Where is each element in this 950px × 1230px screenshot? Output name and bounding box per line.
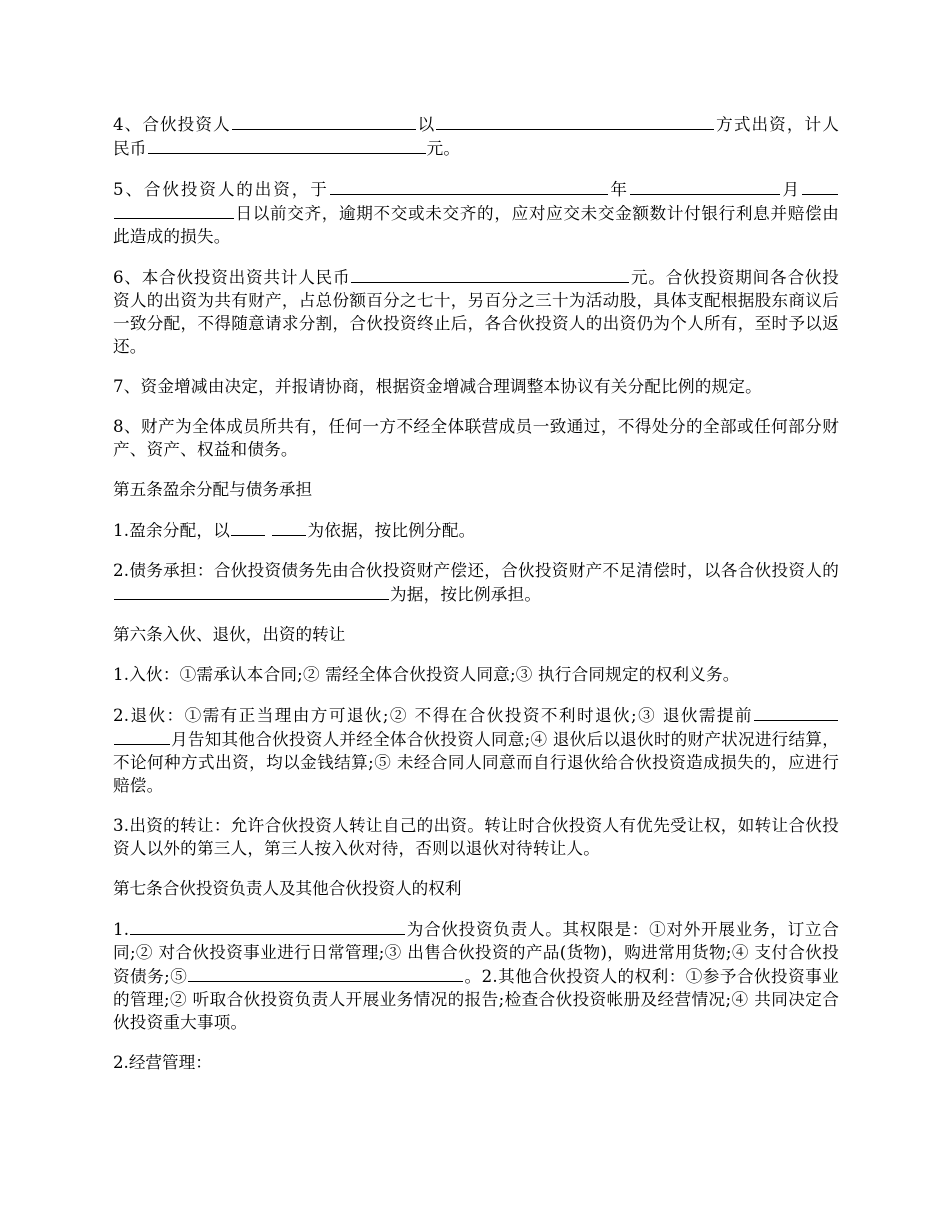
clause-4 xyxy=(113,112,839,160)
clause-5 xyxy=(113,177,839,248)
blank-investor-name[interactable] xyxy=(232,112,416,130)
blank-notice-months-1[interactable] xyxy=(754,703,838,721)
article-7-item-1-text-c: 。2.其他合伙投资人的权利：①参予合伙投资事业的管理;② 听取合伙投资负责人开展业务情况的报告;检查合伙投资帐册及经营情况;④ 共同决定合伙投资重大事项。 xyxy=(113,967,840,1032)
clause-4-text-c: 方式出资，计人民币 xyxy=(113,115,839,158)
blank-month[interactable] xyxy=(630,177,780,195)
article-6-item-2-text-a: 2.退伙：①需有正当理由方可退伙;② 不得在合伙投资不利时退伙;③ 退伙需提前 xyxy=(113,706,753,725)
blank-contribution-method[interactable] xyxy=(436,112,714,130)
clause-8: 8、财产为全体成员所共有，任何一方不经全体联营成员一致通过，不得处分的全部或任何部分财产、资产、权益和债务。 xyxy=(113,417,839,459)
clause-5-text-d: 日以前交齐，逾期不交或未交齐的，应对应交未交金额数计付银行利息并赔偿由此造成的损失。 xyxy=(113,204,839,246)
blank-notice-months-2[interactable] xyxy=(114,727,170,745)
article-6-item-3: 3.出资的转让：允许合伙投资人转让自己的出资。转让时合伙投资人有优先受让权，如转让合伙投资人以外的第三人，第三人按入伙对待，否则以退伙对待转让人。 xyxy=(113,816,839,858)
clause-5-text-c: 月 xyxy=(780,180,802,199)
article-5-item-1-text-a: 1.盈余分配，以 xyxy=(113,521,230,540)
article-5-item-2-text-a: 2.债务承担：合伙投资债务先由合伙投资财产偿还，合伙投资财产不足清偿时，以各合伙投资人的 xyxy=(113,561,839,580)
article-5-item-1 xyxy=(113,518,839,542)
clause-6-text-b: 元。合伙投资期间各合伙投资人的出资为共有财产，占总份额百分之七十，另百分之三十为活动股，具体支配根据股东商议后一致分配，不得随意请求分割，合伙投资终止后，各合伙投资人的出资仍为个人所有，至时予以返还。 xyxy=(113,268,840,356)
clause-4-text-a: 4、合伙投资人 xyxy=(113,115,231,134)
clause-4-text-b: 以 xyxy=(416,115,436,134)
clause-4-text-d: 元。 xyxy=(426,139,461,158)
blank-other-authority[interactable] xyxy=(188,964,463,982)
article-7-item-1-text-b: 为合伙投资负责人。其权限是：①对外开展业务，订立合同;② 对合伙投资事业进行日常管理;③ 出售合伙投资的产品(货物)，购进常用货物;④ 支付合伙投资债务;⑤ xyxy=(113,920,839,986)
clause-5-text-b: 年 xyxy=(608,180,629,199)
article-7-item-1-text-a: 1. xyxy=(113,920,130,939)
blank-year[interactable] xyxy=(330,177,608,195)
blank-profit-basis-2[interactable] xyxy=(272,518,306,536)
clause-6-text-a: 6、本合伙投资出资共计人民币 xyxy=(113,268,351,287)
clause-7: 7、资金增减由决定，并报请协商，根据资金增减合理调整本协议有关分配比例的规定。 xyxy=(113,377,762,396)
article-6-item-2 xyxy=(113,703,839,797)
blank-day-part2[interactable] xyxy=(114,201,234,219)
clause-6 xyxy=(113,265,839,358)
article-6-item-1: 1.入伙：①需承认本合同;② 需经全体合伙投资人同意;③ 执行合同规定的权利义务。 xyxy=(113,665,740,684)
blank-manager-name[interactable] xyxy=(130,917,405,935)
blank-total-amount[interactable] xyxy=(351,265,629,283)
blank-day-part1[interactable] xyxy=(802,177,838,195)
article-7-item-1 xyxy=(113,917,839,1034)
document-page xyxy=(113,112,839,1091)
article-7-item-2: 2.经营管理： xyxy=(113,1053,212,1072)
article-6-heading: 第六条入伙、退伙，出资的转让 xyxy=(113,625,346,644)
article-6-item-2-text-b: 月告知其他合伙投资人并经全体合伙投资人同意;④ 退伙后以退伙时的财产状况进行结算，不论何种方式出资，均以金钱结算;⑤ 未经合同人同意而自行退伙给合伙投资造成损失的，应进行赔偿。 xyxy=(113,730,839,795)
article-5-item-1-text-b: 为依据，按比例分配。 xyxy=(307,521,476,540)
article-5-item-2-text-b: 为据，按比例承担。 xyxy=(390,585,542,604)
article-7-heading: 第七条合伙投资负责人及其他合伙投资人的权利 xyxy=(113,879,462,898)
blank-debt-basis[interactable] xyxy=(114,582,389,600)
blank-profit-basis-1[interactable] xyxy=(231,518,265,536)
clause-5-text-a: 5、合伙投资人的出资，于 xyxy=(113,180,329,199)
blank-contribution-amount[interactable] xyxy=(148,136,426,154)
article-5-heading: 第五条盈余分配与债务承担 xyxy=(113,480,313,499)
article-5-item-2 xyxy=(113,559,839,606)
